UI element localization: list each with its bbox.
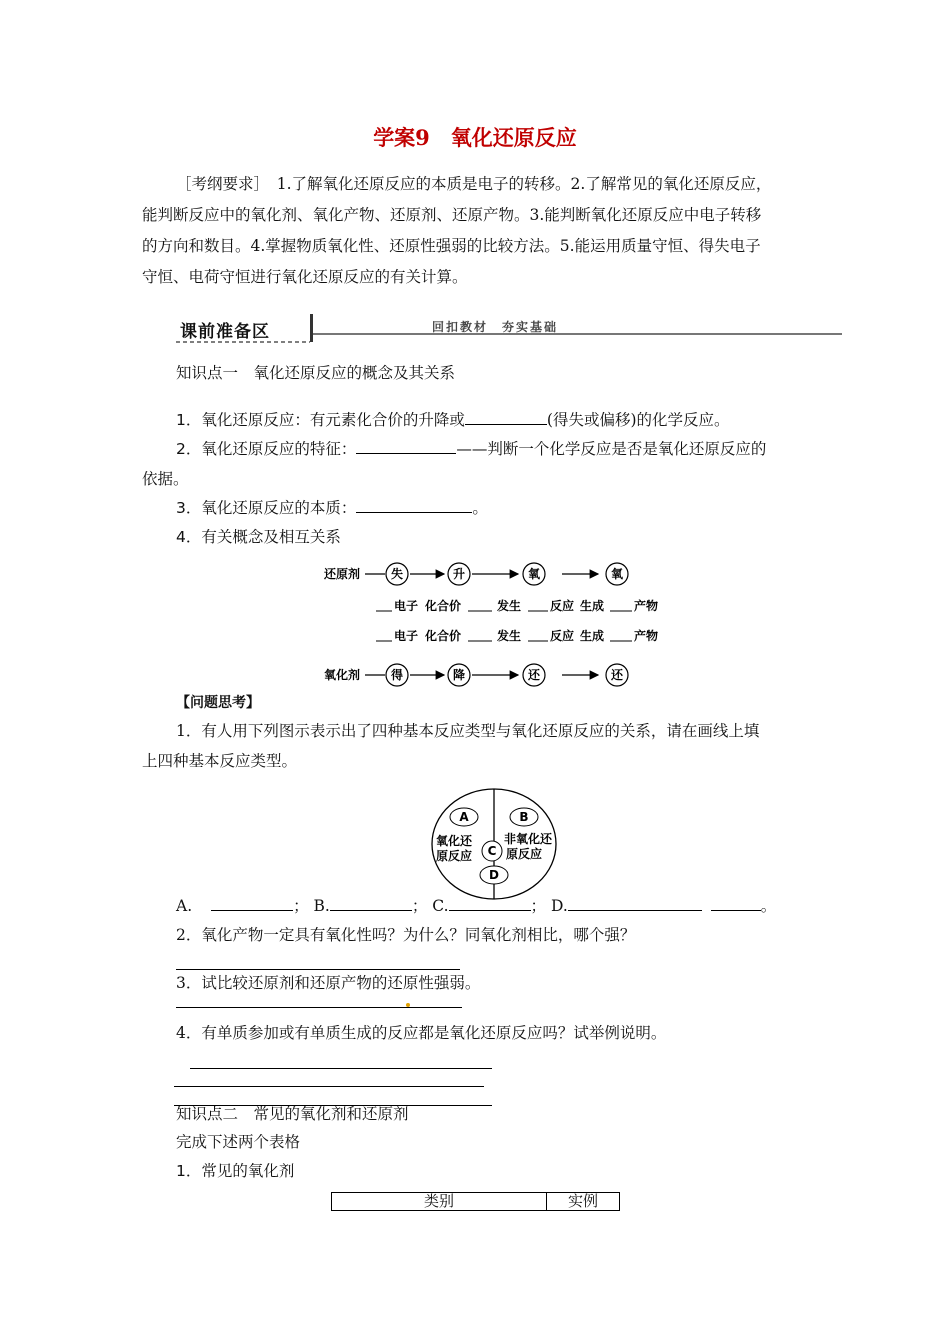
relation-row-bottom <box>376 628 658 643</box>
venn-b <box>510 808 538 826</box>
q3: 3．试比较还原剂和还原产物的还原性强弱。 <box>176 974 481 992</box>
circle-huan-2 <box>606 664 628 686</box>
answer-line[interactable] <box>176 1007 462 1008</box>
separator: ； <box>530 897 547 915</box>
circle-jiang <box>448 664 470 686</box>
item2-cont: 依据。 <box>142 470 189 488</box>
section2-sub: 完成下述两个表格 <box>176 1133 301 1151</box>
relation-diagram <box>320 558 670 692</box>
svg-text:升: 升 <box>452 567 466 581</box>
svg-text:产物: 产物 <box>634 599 659 613</box>
venn-c <box>482 841 502 861</box>
item2-num: 2． <box>176 440 202 458</box>
page-title: 学案9 氧化还原反应 <box>373 125 577 150</box>
answer-d-label: D. <box>550 897 568 915</box>
venn-answers <box>176 891 776 921</box>
intro-line: 能判断反应中的氧化剂、氧化产物、还原剂、还原产物。3.能判断氧化还原反应中电子转移 <box>142 206 762 224</box>
dot-mark <box>406 1003 410 1007</box>
answer-line[interactable] <box>174 1086 484 1087</box>
period: 。 <box>760 897 777 915</box>
circle-sheng <box>448 563 470 585</box>
circle-de <box>386 664 408 686</box>
item3-text-a: 。 <box>472 499 488 517</box>
answer-d-blank[interactable] <box>568 895 702 911</box>
svg-text:发生: 发生 <box>497 599 522 613</box>
s2-item1-num: 1． <box>176 1162 202 1180</box>
item3 <box>176 493 488 523</box>
item2 <box>176 434 766 464</box>
q1-line2: 上四种基本反应类型。 <box>142 752 298 770</box>
item1-num: 1． <box>176 411 202 429</box>
svg-text:化合价: 化合价 <box>425 629 462 643</box>
relation-row-top <box>376 598 658 613</box>
answer-a-label: A. <box>176 897 193 915</box>
item3-num: 3． <box>176 499 202 517</box>
q1-line1: 1．有人用下列图示表示出了四种基本反应类型与氧化还原反应的关系，请在画线上填 <box>176 722 760 740</box>
table-header-category: 类别 <box>332 1193 547 1211</box>
circle-shi <box>386 563 408 585</box>
svg-text:氧: 氧 <box>610 567 624 581</box>
item4-num: 4． <box>176 528 202 546</box>
answer-line[interactable] <box>190 1068 492 1069</box>
item2-bold: 氧化还原反应的特征： <box>201 440 357 458</box>
venn-d <box>480 866 508 884</box>
item1-text-a: 有元素化合价的升降或 <box>309 411 465 429</box>
venn-a <box>450 808 478 826</box>
oxidant-table <box>331 1192 620 1211</box>
venn-right-label: 原反应 <box>506 847 543 861</box>
fill-blank[interactable] <box>356 497 472 513</box>
venn-right-label: 非氧化还 <box>504 832 553 846</box>
intro-line: 的方向和数目。4.掌握物质氧化性、还原性强弱的比较方法。5.能运用质量守恒、得失电子 <box>142 237 761 255</box>
venn-diagram <box>426 785 562 903</box>
section2-item1 <box>176 1156 294 1186</box>
section2-heading: 知识点二 常见的氧化剂和还原剂 <box>176 1105 409 1123</box>
answer-c-blank[interactable] <box>449 895 531 911</box>
svg-text:失: 失 <box>390 567 404 581</box>
svg-text:C: C <box>487 844 497 858</box>
separator: ； <box>293 897 309 915</box>
svg-text:电子: 电子 <box>394 599 419 613</box>
svg-text:化合价: 化合价 <box>425 599 462 613</box>
svg-text:降: 降 <box>452 668 466 682</box>
svg-text:发生: 发生 <box>497 629 522 643</box>
svg-text:电子: 电子 <box>394 629 419 643</box>
svg-text:得: 得 <box>390 668 404 682</box>
answer-a-blank[interactable] <box>211 895 293 911</box>
item1-text-b: (得失或偏移)的化学反应。 <box>546 411 730 429</box>
intro-line: ［考纲要求］ 1.了解氧化还原反应的本质是电子的转移。2.了解常见的氧化还原反应， <box>176 175 772 193</box>
item1-bold: 氧化还原反应： <box>201 411 310 429</box>
reductant-label: 还原剂 <box>324 567 361 581</box>
answer-b-blank[interactable] <box>330 895 412 911</box>
banner-label: 课前准备区 <box>180 322 270 342</box>
circle-huan-1 <box>523 664 545 686</box>
item2-text-a: ——判断一个化学反应是否是氧化还原反应的 <box>456 440 767 458</box>
answer-b-label: B. <box>313 897 330 915</box>
svg-text:反应: 反应 <box>550 629 575 643</box>
q2: 2．氧化产物一定具有氧化性吗？为什么？同氧化剂相比，哪个强？ <box>176 926 636 944</box>
item4-bold: 有关概念及相互关系 <box>201 528 341 546</box>
venn-left-label: 氧化还 <box>436 834 473 848</box>
exam-requirements <box>142 169 771 293</box>
svg-text:生成: 生成 <box>580 599 605 613</box>
intro-line: 守恒、电荷守恒进行氧化还原反应的有关计算。 <box>142 268 468 286</box>
answer-d-blank-2[interactable] <box>711 895 761 911</box>
answer-c-label: C. <box>432 897 449 915</box>
item1 <box>176 405 730 435</box>
fill-blank[interactable] <box>465 409 547 425</box>
banner-subtitle: 回扣教材 夯实基础 <box>432 320 559 334</box>
svg-text:还: 还 <box>610 668 624 682</box>
table-header-example: 实例 <box>547 1193 620 1211</box>
questions-heading: 【问题思考】 <box>176 695 260 711</box>
s2-item1-bold: 常见的氧化剂 <box>201 1162 295 1180</box>
q4: 4．有单质参加或有单质生成的反应都是氧化还原反应吗？试举例说明。 <box>176 1024 667 1042</box>
svg-text:氧: 氧 <box>527 567 541 581</box>
oxidant-label: 氧化剂 <box>324 668 361 682</box>
section1-heading: 知识点一 氧化还原反应的概念及其关系 <box>176 364 456 382</box>
separator: ； <box>411 897 428 915</box>
svg-text:D: D <box>489 868 499 882</box>
svg-text:还: 还 <box>527 668 541 682</box>
item4 <box>176 522 341 552</box>
svg-text:反应: 反应 <box>550 599 575 613</box>
svg-text:A: A <box>459 810 469 824</box>
item3-bold: 氧化还原反应的本质： <box>201 499 357 517</box>
venn-left-label: 原反应 <box>436 849 473 863</box>
fill-blank[interactable] <box>356 438 456 454</box>
circle-yang-1 <box>523 563 545 585</box>
svg-text:生成: 生成 <box>580 629 605 643</box>
svg-text:B: B <box>519 810 529 824</box>
table-header-row <box>332 1193 620 1211</box>
svg-text:产物: 产物 <box>634 629 659 643</box>
circle-yang-2 <box>606 563 628 585</box>
